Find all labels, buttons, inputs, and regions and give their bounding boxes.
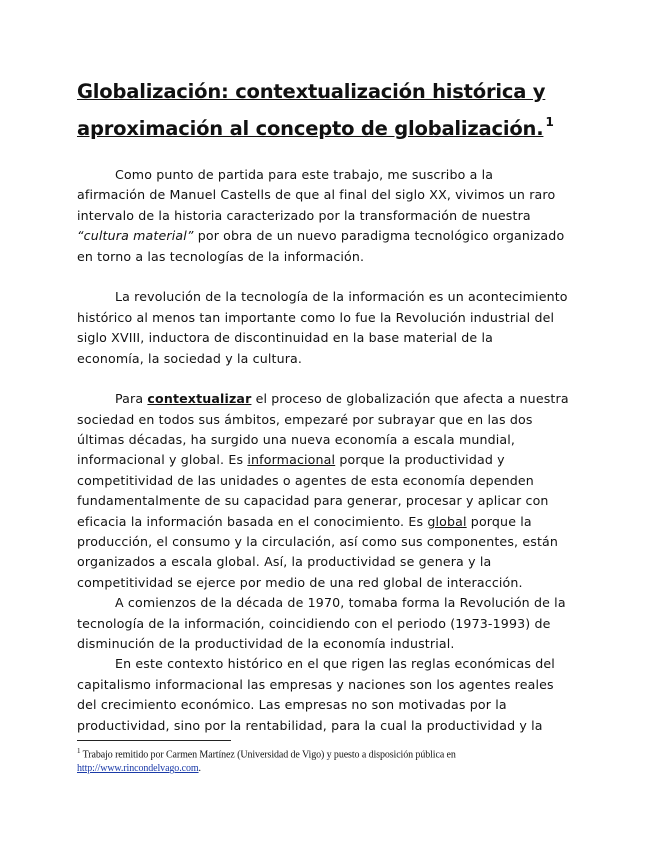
- paragraph-line: [77, 512, 579, 532]
- paragraph-line: últimas décadas, ha surgido una nueva economía a escala mundial,: [77, 432, 516, 448]
- paragraph-line: economía, la sociedad y la cultura.: [77, 350, 303, 366]
- footnote-separator: [77, 740, 231, 741]
- paragraph-line: La revolución de la tecnología de la información es un acontecimiento: [115, 289, 568, 305]
- paragraph-line: [77, 226, 579, 246]
- paragraph-text: porque la: [466, 513, 532, 529]
- footnote-link[interactable]: http://www.rincondelvago.com: [77, 763, 199, 775]
- paragraph-4: [77, 593, 579, 654]
- paragraph-gap: [77, 267, 579, 287]
- paragraph-gap: [77, 369, 579, 389]
- paragraph-line: Como punto de partida para este trabajo, me suscribo a la: [115, 167, 494, 182]
- paragraph-line: capitalismo informacional las empresas y naciones son los agentes reales: [77, 676, 554, 692]
- paragraph-2: [77, 287, 579, 369]
- paragraph-line: disminución de la productividad de la economía industrial.: [77, 635, 455, 651]
- paragraph-5: [77, 654, 579, 736]
- footnote: [77, 744, 577, 776]
- paragraph-line: competitividad se ejerce por medio de una red global de interacción.: [77, 574, 523, 590]
- keyword-informacional: informacional: [247, 452, 336, 468]
- paragraph-3: [77, 389, 579, 593]
- paragraph-line: tecnología de la información, coincidiendo con el periodo (1973-1993) de: [77, 615, 551, 631]
- footnote-period: .: [198, 763, 201, 775]
- paragraph-1: [77, 165, 579, 267]
- paragraph-line: [77, 389, 579, 409]
- footnote-text: Trabajo remitido por Carmen Martínez (Universidad de Vigo) y puesto a disposición pública en: [80, 749, 456, 761]
- paragraph-line: En este contexto histórico en el que rigen las reglas económicas del: [115, 656, 555, 672]
- document-title: [77, 76, 597, 144]
- paragraph-line: intervalo de la historia caracterizado por la transformación de nuestra: [77, 207, 531, 223]
- title-line-2: [77, 107, 597, 144]
- paragraph-line: histórico al menos tan importante como lo fue la Revolución industrial del: [77, 309, 555, 325]
- paragraph-line: A comienzos de la década de 1970, tomaba forma la Revolución de la: [115, 595, 566, 611]
- paragraph-text: eficacia la información basada en el conocimiento. Es: [77, 513, 428, 529]
- keyword-global: global: [427, 513, 467, 529]
- title-footnote-marker[interactable]: 1: [545, 115, 554, 129]
- paragraph-line: del crecimiento económico. Las empresas no son motivadas por la: [77, 697, 507, 713]
- paragraph-line: competitividad de las unidades o agentes de esta economía dependen: [77, 472, 534, 488]
- italic-phrase: “cultura material”: [77, 228, 194, 244]
- title-line-1: Globalización: contextualización histórica y: [77, 80, 546, 103]
- paragraph-line: en torno a las tecnologías de la información.: [77, 248, 365, 264]
- paragraph-text: el proceso de globalización que afecta a nuestra: [251, 391, 569, 407]
- paragraph-line: producción, el consumo y la circulación, así como sus componentes, están: [77, 534, 559, 550]
- paragraph-text: porque la productividad y: [335, 452, 505, 468]
- footnote-marker: 1: [77, 747, 81, 755]
- paragraph-line: productividad, sino por la rentabilidad, para la cual la productividad y la: [77, 717, 543, 733]
- paragraph-line: sociedad en todos sus ámbitos, empezaré por subrayar que en las dos: [77, 411, 533, 427]
- paragraph-text: Para: [115, 391, 148, 407]
- document-body: [77, 165, 579, 736]
- paragraph-line: fundamentalmente de su capacidad para generar, procesar y aplicar con: [77, 493, 549, 509]
- title-line-2-text: aproximación al concepto de globalización.: [77, 117, 544, 140]
- paragraph-line: organizados a escala global. Así, la productividad se genera y la: [77, 554, 492, 570]
- paragraph-text: por obra de un nuevo paradigma tecnológico organizado: [193, 228, 565, 244]
- paragraph-text: informacional y global. Es: [77, 452, 248, 468]
- keyword-contextualizar: contextualizar: [147, 391, 252, 407]
- paragraph-line: afirmación de Manuel Castells de que al final del siglo XX, vivimos un raro: [77, 187, 556, 203]
- paragraph-line: siglo XVIII, inductora de discontinuidad en la base material de la: [77, 330, 493, 346]
- paragraph-line: [77, 450, 579, 470]
